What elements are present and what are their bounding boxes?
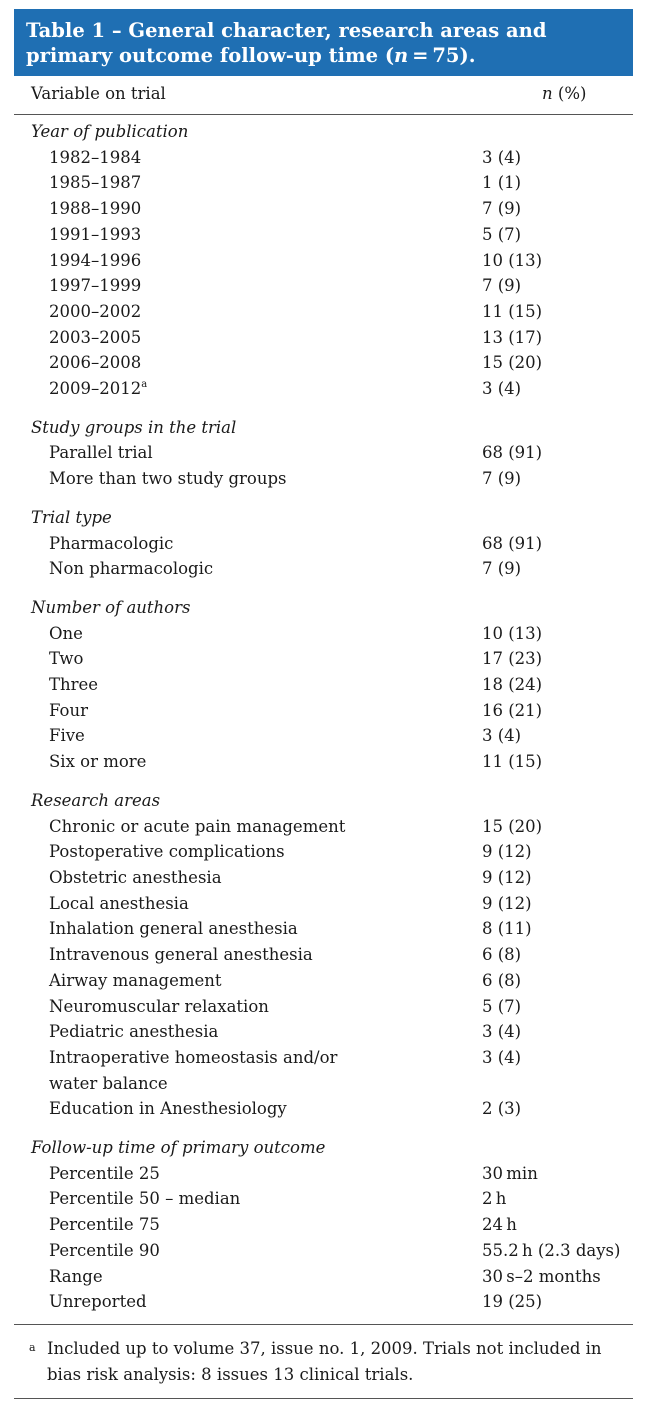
row-label-text: 1997–1999 [49,276,142,296]
row-label [14,1045,379,1096]
row-value: 9 (12) [482,893,532,913]
row-label-text: Two [49,649,84,669]
table-row [14,621,633,647]
table-row [14,531,633,557]
row-label-text: One [49,623,83,643]
row-label [14,1161,379,1187]
row-label [14,1264,379,1290]
row-label [14,723,379,749]
row-label-text: Percentile 75 [49,1215,160,1235]
row-value: 3 (4) [482,1022,522,1042]
row-value: 3 (4) [482,726,522,746]
row-value: 11 (15) [482,301,543,321]
table-body [14,115,633,1325]
table-title-n: n [394,44,409,67]
row-value: 6 (8) [482,970,522,990]
row-label-text: Percentile 50 – median [49,1189,241,1209]
row-label-text: Four [49,700,88,720]
row-label [14,325,379,351]
row-value: 7 (9) [482,469,522,489]
table-row [14,994,633,1020]
row-label-text: 1994–1996 [49,250,142,270]
row-label-text: More than two study groups [49,469,287,489]
row-label [14,1238,379,1264]
table-row [14,672,633,698]
row-value: 5 (7) [482,996,522,1016]
row-label [14,839,379,865]
row-label [14,1019,379,1045]
row-label-text: Parallel trial [49,443,153,463]
table-row [14,1045,633,1096]
row-label-text: Pediatric anesthesia [49,1022,219,1042]
row-value: 7 (9) [482,199,522,219]
row-label [14,994,379,1020]
row-value: 3 (4) [482,147,522,167]
table-row [14,942,633,968]
row-value: 15 (20) [482,816,543,836]
row-label [14,440,379,466]
row-label [14,145,379,171]
table-row [14,865,633,891]
row-label-text: Three [49,675,99,695]
column-header-n-percent: (%) [552,84,587,103]
table-row [14,376,633,402]
table-row [14,916,633,942]
row-label-text: Intraoperative homeostasis and/or water balance [49,1047,338,1093]
row-label-text: Percentile 25 [49,1163,160,1183]
row-value: 3 (4) [482,1047,522,1067]
footnote-mark: a [29,1340,36,1354]
row-value: 6 (8) [482,945,522,965]
row-label [14,814,379,840]
row-label-text: Five [49,726,85,746]
row-label [14,466,379,492]
row-label [14,1096,379,1122]
row-label-text: Obstetric anesthesia [49,867,222,887]
table-row [14,440,633,466]
row-value: 30 min [482,1163,538,1183]
row-label-text: Range [49,1266,103,1286]
table-row [14,1289,633,1315]
table-row [14,556,633,582]
table-row [14,698,633,724]
section-title: Follow-up time of primary outcome [31,1138,326,1158]
section-title: Study groups in the trial [31,417,237,437]
row-label [14,299,379,325]
row-label [14,865,379,891]
row-value: 55.2 h (2.3 days) [482,1240,621,1260]
table-section [14,402,633,492]
row-label [14,942,379,968]
table-section [14,775,633,1122]
row-value: 7 (9) [482,276,522,296]
table-title [14,9,633,76]
row-label [14,196,379,222]
row-label-text: 2003–2005 [49,327,142,347]
column-header-n-italic: n [542,84,553,103]
table-section [14,492,633,582]
table-row [14,466,633,492]
row-value: 7 (9) [482,559,522,579]
row-label-text: 1982–1984 [49,147,142,167]
table-row [14,1096,633,1122]
row-label [14,916,379,942]
row-label-text: 2009–2012 [49,379,142,399]
row-value: 1 (1) [482,173,522,193]
row-value: 9 (12) [482,867,532,887]
row-value: 68 (91) [482,443,543,463]
row-label-text: Inhalation general anesthesia [49,919,298,939]
table-row [14,891,633,917]
table-row [14,1186,633,1212]
row-label [14,531,379,557]
section-title: Research areas [31,790,161,810]
row-value: 68 (91) [482,533,543,553]
table-row [14,1019,633,1045]
row-label [14,170,379,196]
row-value: 19 (25) [482,1292,543,1312]
table-row [14,350,633,376]
row-label-text: Percentile 90 [49,1240,160,1260]
row-label [14,621,379,647]
row-label-text: Six or more [49,752,147,772]
row-label [14,749,379,775]
row-label-text: Neuromuscular relaxation [49,996,269,1016]
row-label-text: Intravenous general anesthesia [49,945,313,965]
column-header [14,76,633,115]
row-label [14,248,379,274]
row-label-text: 2000–2002 [49,301,142,321]
row-value: 8 (11) [482,919,532,939]
row-label-text: Unreported [49,1292,147,1312]
row-label-text: Pharmacologic [49,533,174,553]
table-row [14,222,633,248]
row-label [14,646,379,672]
row-value: 24 h [482,1215,517,1235]
row-value: 9 (12) [482,842,532,862]
section-title: Year of publication [31,122,189,141]
table-title-text: Table 1 – General character, research areas and primary outcome follow-up time ( [26,19,547,67]
table-row [14,170,633,196]
row-value: 16 (21) [482,700,543,720]
table-row [14,1238,633,1264]
row-label [14,968,379,994]
row-value: 3 (4) [482,379,522,399]
row-label [14,376,379,402]
row-label-text: Education in Anesthesiology [49,1099,287,1119]
row-label [14,672,379,698]
section-title: Number of authors [31,597,191,617]
row-label [14,222,379,248]
table-section [14,582,633,775]
footnote-text: Included up to volume 37, issue no. 1, 2009. Trials not included in bias risk analysis: 8 issues 13 clinical trials. [47,1338,602,1384]
row-label-text: Chronic or acute pain management [49,816,346,836]
table-row [14,723,633,749]
row-label-text: 1985–1987 [49,173,142,193]
column-header-variable: Variable on trial [31,84,166,103]
table-row [14,325,633,351]
row-label [14,1212,379,1238]
row-value: 13 (17) [482,327,543,347]
table-title-tail: = 75). [408,44,476,67]
table-footnote [14,1325,633,1399]
table-row [14,839,633,865]
table-row [14,273,633,299]
row-label-text: 2006–2008 [49,353,142,373]
row-label-text: Non pharmacologic [49,559,214,579]
row-label [14,556,379,582]
row-label-text: Local anesthesia [49,893,189,913]
row-label [14,273,379,299]
section-title: Trial type [31,507,112,527]
table-row [14,749,633,775]
row-label-text: 1991–1993 [49,224,142,244]
column-header-n [542,84,586,103]
table-row [14,1212,633,1238]
table-row [14,646,633,672]
row-label [14,891,379,917]
row-value: 10 (13) [482,623,543,643]
row-value: 18 (24) [482,675,543,695]
row-value: 2 (3) [482,1099,522,1119]
row-label [14,350,379,376]
table-container [14,9,633,1399]
row-value: 15 (20) [482,353,543,373]
table-row [14,248,633,274]
row-value: 5 (7) [482,224,522,244]
table-section [14,115,633,402]
footnote-reference: a [141,379,148,391]
row-label-text: Airway management [49,970,222,990]
table-row [14,968,633,994]
table-row [14,145,633,171]
row-label [14,698,379,724]
row-label-text: Postoperative complications [49,842,285,862]
row-label [14,1186,379,1212]
row-label-text: 1988–1990 [49,199,142,219]
table-row [14,814,633,840]
table-row [14,1161,633,1187]
row-value: 10 (13) [482,250,543,270]
row-value: 30 s–2 months [482,1266,601,1286]
table-row [14,1264,633,1290]
row-label [14,1289,379,1315]
row-value: 17 (23) [482,649,543,669]
table-section [14,1122,633,1315]
row-value: 2 h [482,1189,507,1209]
table-row [14,299,633,325]
table-row [14,196,633,222]
row-value: 11 (15) [482,752,543,772]
